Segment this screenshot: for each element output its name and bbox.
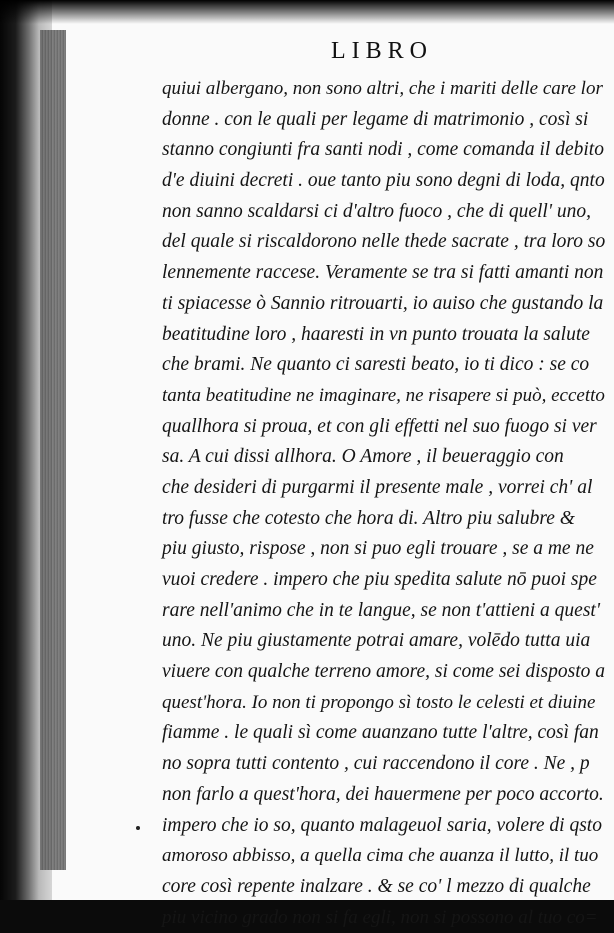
text-line: impero che io so, quanto malageuol saria, volere di qsto: [162, 814, 602, 836]
text-line: piu giusto, rispose , non si puo egli trouare , se a me ne: [162, 538, 594, 560]
text-line: ti spiacesse ò Sannio ritrouarti, io auiso che gustando la: [162, 292, 604, 314]
text-line: core così repente inalzare . & se co' l mezzo di qualche: [162, 875, 591, 897]
text-line: tanta beatitudine ne imaginare, ne risapere si può, eccetto: [162, 384, 605, 406]
text-line: non sanno scaldarsi ci d'altro fuoco , che di quell' uno,: [162, 200, 591, 222]
top-shadow: [0, 0, 614, 24]
text-line: d'e diuini decreti . oue tanto piu sono degni di loda, qnto: [162, 170, 605, 192]
text-line: viuere con qualche terreno amore, si come sei disposto a: [162, 661, 605, 683]
text-line: rare nell'animo che in te langue, se non t'attieni a quest': [162, 599, 601, 621]
text-line: vuoi credere . impero che piu spedita salute nō puoi spe: [162, 569, 597, 590]
text-line: stanno congiunti fra santi nodi , come comanda il debito: [162, 139, 604, 161]
running-head: LIBRO: [331, 38, 433, 64]
text-line: del quale si riscaldorono nelle thede sacrate , tra loro so: [162, 231, 606, 253]
text-line: tro fusse che cotesto che hora di. Altro piu salubre &: [162, 507, 575, 529]
text-line: donne . con le quali per legame di matrimonio , così si: [162, 108, 589, 130]
text-line: quallhora si proua, et con gli effetti nel suo fuogo si ver: [162, 415, 597, 437]
text-line: uno. Ne piu giustamente potrai amare, volēdo tutta uia: [162, 630, 591, 652]
ink-speck: [136, 826, 140, 830]
text-line: lennemente raccese. Veramente se tra si fatti amanti non: [162, 262, 604, 284]
text-line: piu vicino grado non si fa egli, non si possono al tuo co=: [162, 906, 598, 928]
page-edges: [40, 30, 66, 870]
text-line: quest'hora. Io non ti propongo sì tosto le celesti et diuine: [162, 691, 596, 713]
text-block: [162, 74, 606, 933]
text-line: fiamme . le quali sì come auanzano tutte l'altre, così fan: [162, 722, 599, 744]
text-line: non farlo a quest'hora, dei hauermene per poco accorto.: [162, 783, 604, 805]
text-line: no sopra tutti contento , cui raccendono il core . Ne , p: [162, 753, 590, 775]
text-line: quiui albergano, non sono altri, che i mariti delle care lor: [162, 78, 603, 99]
text-line: amoroso abbisso, a quella cima che auanza il lutto, il tuo: [162, 845, 599, 867]
text-line: sa. A cui dissi allhora. O Amore , il beueraggio con: [162, 446, 564, 468]
text-line: che brami. Ne quanto ci saresti beato, io ti dico : se co: [162, 354, 590, 376]
text-line: che desideri di purgarmi il presente male , vorrei ch' al: [162, 476, 593, 498]
text-line: beatitudine loro , haaresti in vn punto trouata la salute: [162, 323, 590, 345]
